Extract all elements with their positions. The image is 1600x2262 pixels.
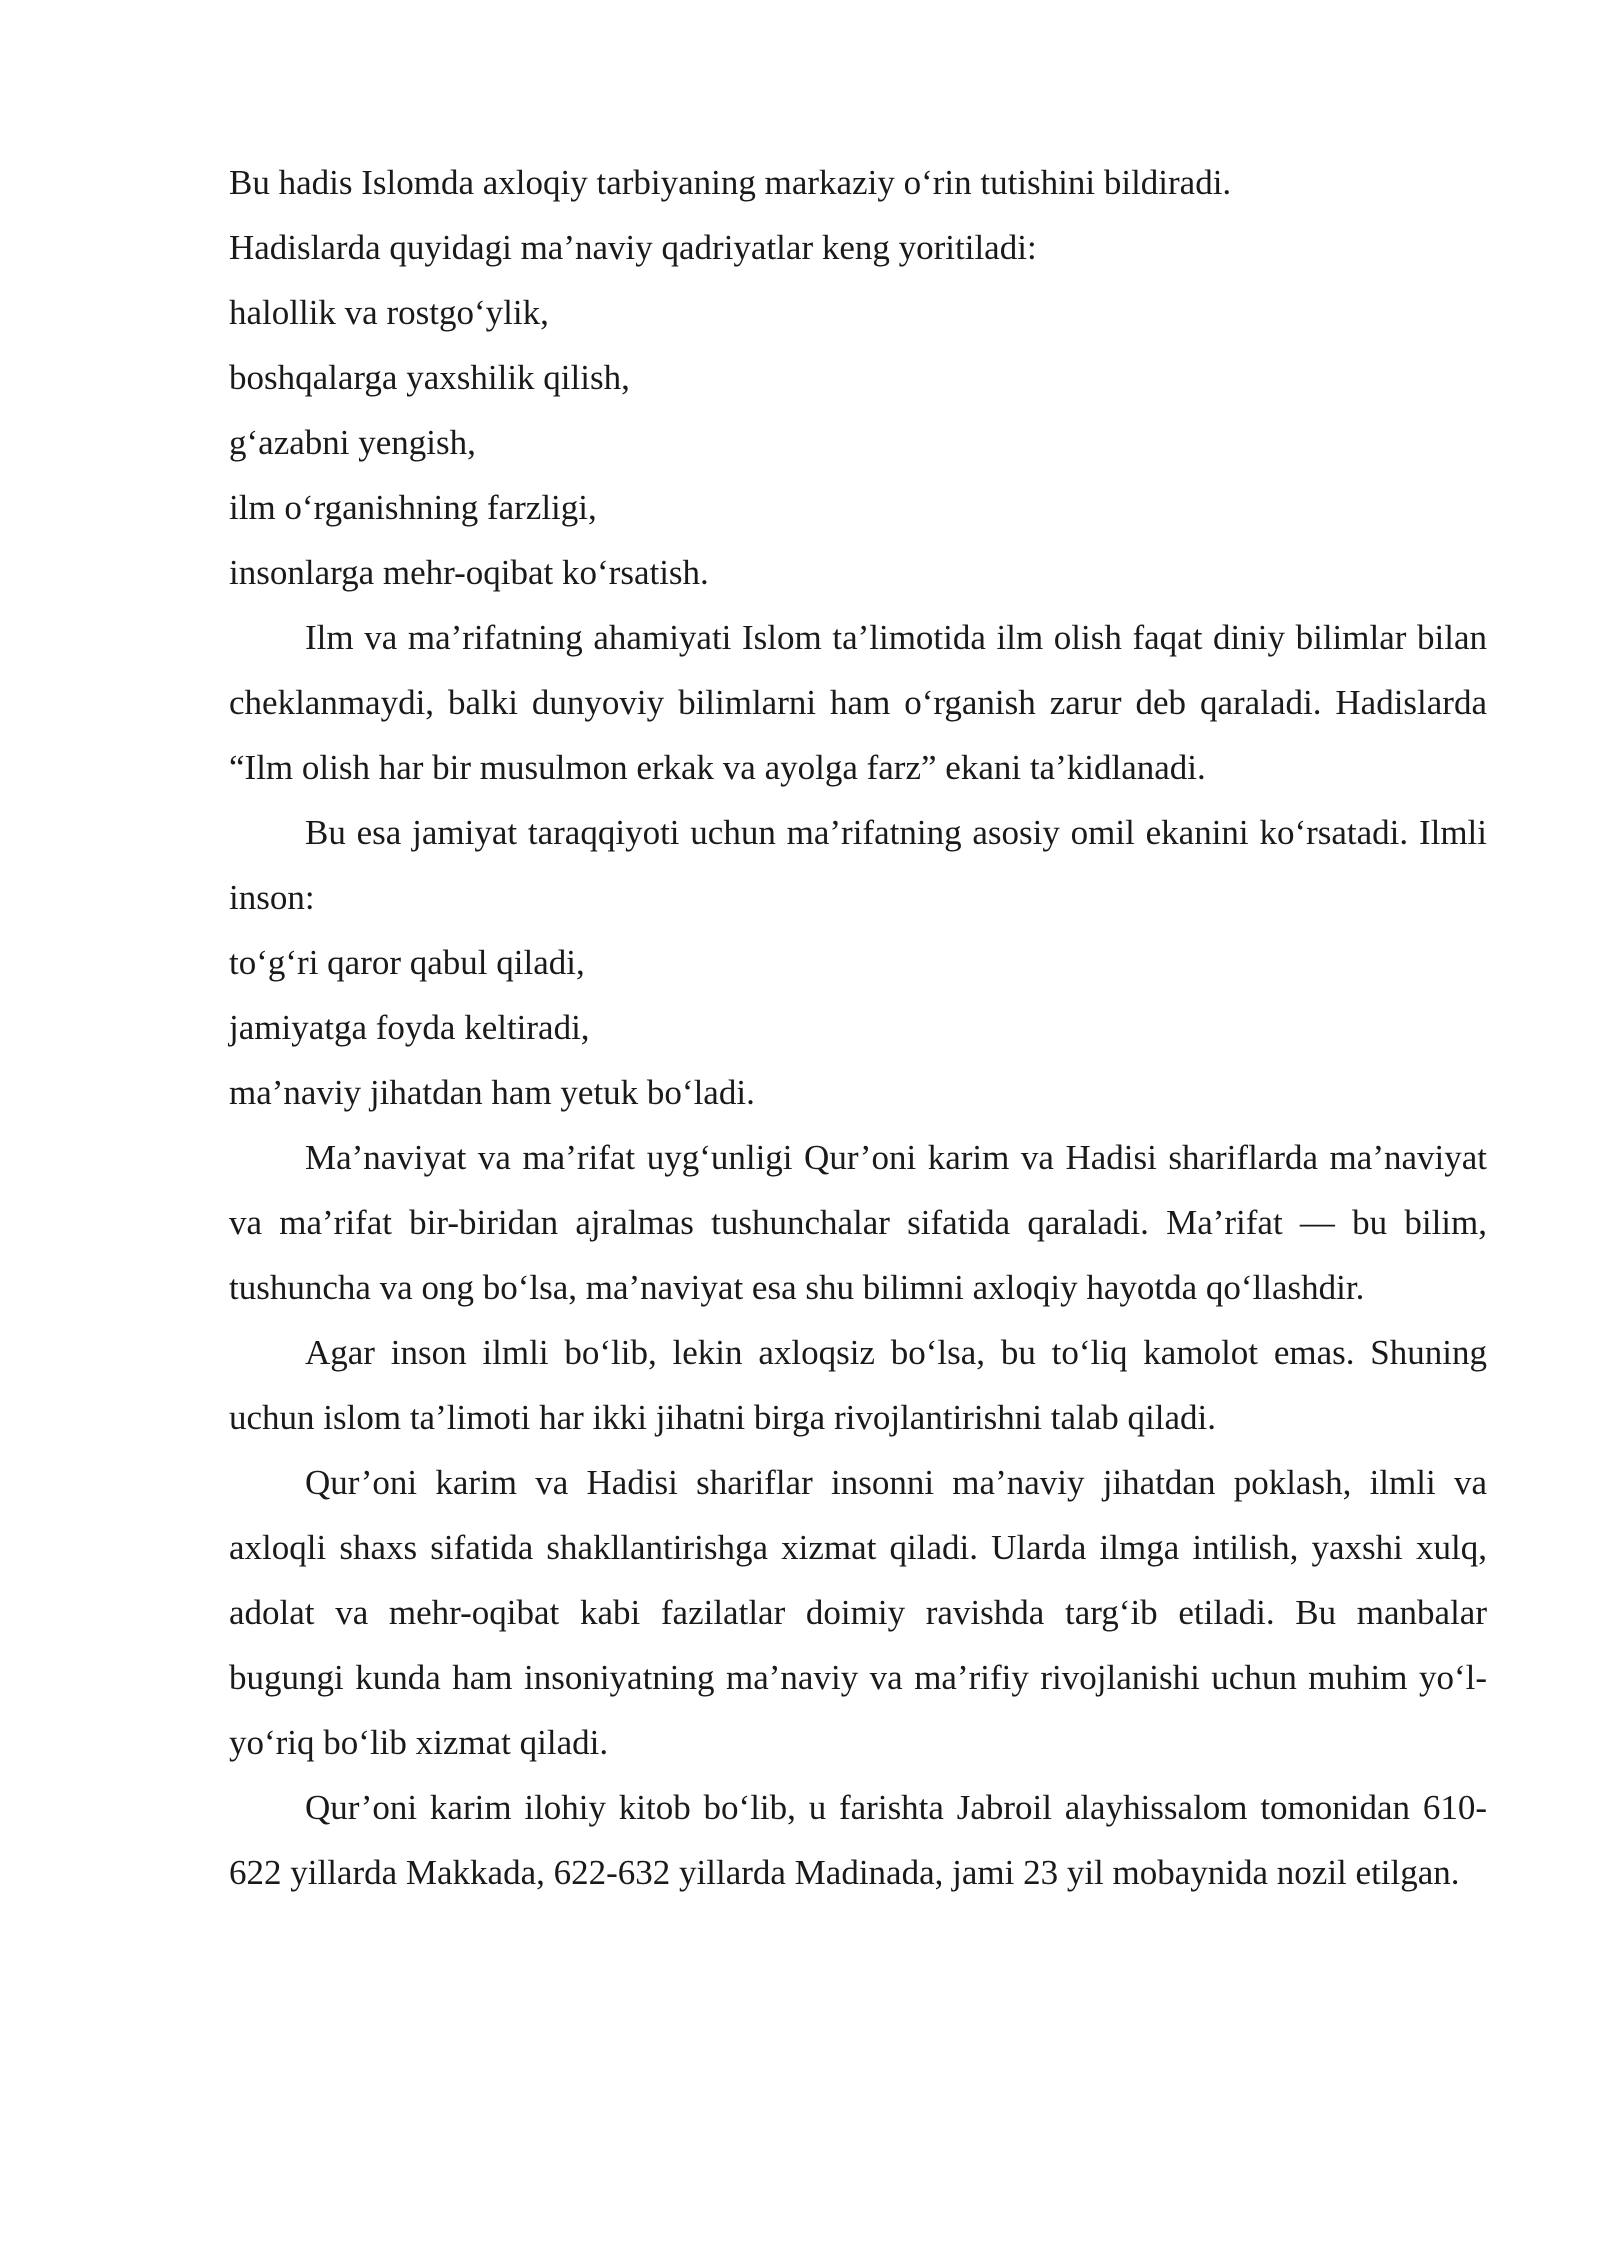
- document-body: [229, 150, 1487, 1905]
- list-item: insonlarga mehr-oqibat ko‘rsatish.: [229, 553, 709, 592]
- list-item: boshqalarga yaxshilik qilish,: [229, 358, 630, 397]
- list-item: jamiyatga foyda keltiradi,: [229, 1008, 590, 1047]
- paragraph: Bu esa jamiyat taraqqiyoti uchun ma’rifatning asosiy omil ekanini ko‘rsatadi. Ilmli inson:: [229, 813, 1487, 917]
- list-item: ma’naviy jihatdan ham yetuk bo‘ladi.: [229, 1073, 755, 1112]
- paragraph: Agar inson ilmli bo‘lib, lekin axloqsiz bo‘lsa, bu to‘liq kamolot emas. Shuning uchun islom ta’limoti har ikki jihatni birga rivojlantirishni talab qiladi.: [229, 1333, 1487, 1437]
- paragraph: Qur’oni karim va Hadisi shariflar insonni ma’naviy jihatdan poklash, ilmli va axloqli shaxs sifatida shakllantirishga xizmat qiladi. Ularda ilmga intilish, yaxshi xulq, adolat va mehr-oqibat kabi fazilatlar doimiy ravishda targ‘ib etiladi. Bu manbalar bugungi kunda ham insoniyatning ma’naviy va ma’rifiy rivojlanishi uchun muhim yo‘l-yo‘riq bo‘lib xizmat qiladi.: [229, 1463, 1487, 1762]
- list-item: to‘g‘ri qaror qabul qiladi,: [229, 943, 585, 982]
- list-item: halollik va rostgo‘ylik,: [229, 293, 549, 332]
- paragraph: Bu hadis Islomda axloqiy tarbiyaning markaziy o‘rin tutishini bildiradi.: [229, 163, 1232, 202]
- list-item: g‘azabni yengish,: [229, 423, 476, 462]
- paragraph: Ma’naviyat va ma’rifat uyg‘unligi Qur’oni karim va Hadisi shariflarda ma’naviyat va ma’rifat bir-biridan ajralmas tushunchalar sifatida qaraladi. Ma’rifat — bu bilim, tushuncha va ong bo‘lsa, ma’naviyat esa shu bilimni axloqiy hayotda qo‘llashdir.: [229, 1138, 1487, 1307]
- paragraph: Ilm va ma’rifatning ahamiyati Islom ta’limotida ilm olish faqat diniy bilimlar bilan cheklanmaydi, balki dunyoviy bilimlarni ham o‘rganish zarur deb qaraladi. Hadislarda “Ilm olish har bir musulmon erkak va ayolga farz” ekani ta’kidlanadi.: [229, 618, 1487, 787]
- paragraph: Hadislarda quyidagi ma’naviy qadriyatlar keng yoritiladi:: [229, 228, 1037, 267]
- list-item: ilm o‘rganishning farzligi,: [229, 488, 597, 527]
- paragraph: Qur’oni karim ilohiy kitob bo‘lib, u farishta Jabroil alayhissalom tomonidan 610-622 yillarda Makkada, 622-632 yillarda Madinada, jami 23 yil mobaynida nozil etilgan.: [229, 1788, 1487, 1892]
